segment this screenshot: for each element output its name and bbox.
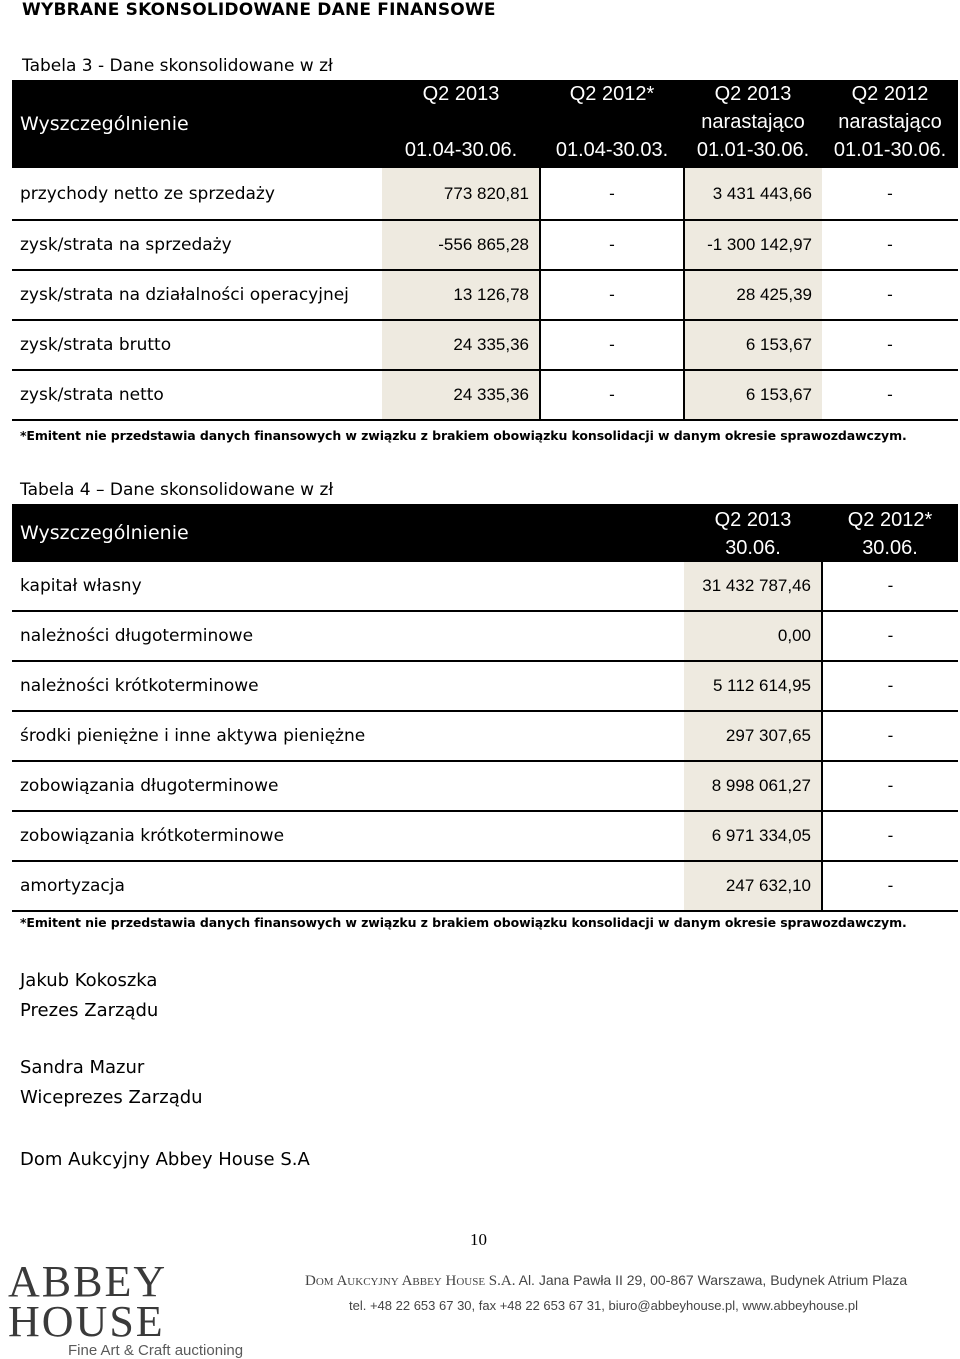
row-label: środki pieniężne i inne aktywa pieniężne bbox=[12, 711, 684, 761]
footer-address: Al. Jana Pawła II 29, 00-867 Warszawa, Budynek Atrium Plaza bbox=[518, 1272, 908, 1288]
row-value: 6 971 334,05 bbox=[684, 811, 822, 861]
table4 bbox=[12, 504, 958, 912]
table-row bbox=[12, 562, 958, 611]
table-row bbox=[12, 861, 958, 911]
row-value: - bbox=[540, 370, 684, 420]
row-value: 5 112 614,95 bbox=[684, 661, 822, 711]
company-name: Dom Aukcyjny Abbey House S.A bbox=[20, 1149, 310, 1170]
footer-company: Dom Aukcyjny Abbey House S.A. bbox=[305, 1273, 516, 1289]
row-label: zysk/strata na działalności operacyjnej bbox=[12, 270, 382, 320]
table-row bbox=[12, 611, 958, 661]
row-value: -1 300 142,97 bbox=[684, 220, 822, 270]
table3-col4-header: Q2 2012 narastająco 01.01-30.06. bbox=[833, 83, 947, 161]
table3-label-header: Wyszczególnienie bbox=[20, 113, 189, 135]
row-value: - bbox=[822, 611, 958, 661]
row-value: 247 632,10 bbox=[684, 861, 822, 911]
table-row bbox=[12, 761, 958, 811]
row-value: 773 820,81 bbox=[382, 168, 540, 220]
row-label: należności krótkoterminowe bbox=[12, 661, 684, 711]
table3-footnote: *Emitent nie przedstawia danych finansowych w związku z brakiem obowiązku konsolidacji w danym okresie sprawozdawczym. bbox=[20, 428, 907, 443]
table3 bbox=[12, 80, 958, 421]
footer-contact-line: tel. +48 22 653 67 30, fax +48 22 653 67 31, biuro@abbeyhouse.pl, www.abbeyhouse.pl bbox=[349, 1298, 859, 1313]
row-value: -556 865,28 bbox=[382, 220, 540, 270]
row-value: 6 153,67 bbox=[684, 370, 822, 420]
row-value: 6 153,67 bbox=[684, 320, 822, 370]
row-label: zysk/strata brutto bbox=[12, 320, 382, 370]
row-value: 28 425,39 bbox=[684, 270, 822, 320]
row-value: - bbox=[822, 811, 958, 861]
table3-header bbox=[12, 80, 958, 168]
footer-contact bbox=[305, 1272, 907, 1313]
row-value: - bbox=[540, 220, 684, 270]
row-label: należności długoterminowe bbox=[12, 611, 684, 661]
table4-caption: Tabela 4 – Dane skonsolidowane w zł bbox=[20, 480, 334, 500]
table-row bbox=[12, 320, 958, 370]
table-row bbox=[12, 711, 958, 761]
row-label: przychody netto ze sprzedaży bbox=[12, 168, 382, 220]
signatory1-name: Jakub Kokoszka bbox=[20, 970, 158, 991]
page-heading: WYBRANE SKONSOLIDOWANE DANE FINANSOWE bbox=[22, 0, 496, 20]
table3-caption: Tabela 3 - Dane skonsolidowane w zł bbox=[22, 56, 333, 76]
table4-col2-header: Q2 2012* 30.06. bbox=[847, 509, 933, 559]
row-value: 31 432 787,46 bbox=[684, 562, 822, 611]
row-value: - bbox=[822, 370, 958, 420]
signatory1-title: Prezes Zarządu bbox=[20, 1000, 159, 1021]
row-label: zobowiązania długoterminowe bbox=[12, 761, 684, 811]
row-label: zysk/strata na sprzedaży bbox=[12, 220, 382, 270]
row-label: zysk/strata netto bbox=[12, 370, 382, 420]
row-value: - bbox=[540, 320, 684, 370]
row-label: kapitał własny bbox=[12, 562, 684, 611]
row-value: - bbox=[822, 761, 958, 811]
page-number: 10 bbox=[470, 1230, 487, 1249]
row-value: 297 307,65 bbox=[684, 711, 822, 761]
table4-label-header: Wyszczególnienie bbox=[20, 522, 189, 544]
signatory2-title: Wiceprezes Zarządu bbox=[20, 1087, 203, 1108]
row-value: 3 431 443,66 bbox=[684, 168, 822, 220]
row-value: - bbox=[822, 320, 958, 370]
table3-col3-header: Q2 2013 narastająco 01.01-30.06. bbox=[696, 83, 810, 161]
table-row bbox=[12, 220, 958, 270]
row-label: zobowiązania krótkoterminowe bbox=[12, 811, 684, 861]
row-value: - bbox=[822, 168, 958, 220]
row-value: - bbox=[822, 861, 958, 911]
row-value: 0,00 bbox=[684, 611, 822, 661]
row-value: - bbox=[540, 168, 684, 220]
row-value: 13 126,78 bbox=[382, 270, 540, 320]
row-value: - bbox=[822, 220, 958, 270]
signatory2-name: Sandra Mazur bbox=[20, 1057, 145, 1078]
table-row bbox=[12, 168, 958, 220]
row-value: - bbox=[540, 270, 684, 320]
abbey-house-logo: ABBEY HOUSE Fine Art & Craft auctioning bbox=[8, 1257, 244, 1359]
table-row bbox=[12, 270, 958, 320]
table4-col1-header: Q2 2013 30.06. bbox=[714, 509, 792, 559]
table4-footnote: *Emitent nie przedstawia danych finansowych w związku z brakiem obowiązku konsolidacji w danym okresie sprawozdawczym. bbox=[20, 915, 907, 930]
row-value: - bbox=[822, 711, 958, 761]
table4-header bbox=[12, 504, 958, 562]
row-value: 8 998 061,27 bbox=[684, 761, 822, 811]
row-value: - bbox=[822, 661, 958, 711]
row-value: - bbox=[822, 270, 958, 320]
row-value: - bbox=[822, 562, 958, 611]
table3-col1-header: Q2 2013 01.04-30.06. bbox=[404, 83, 518, 161]
table-row bbox=[12, 661, 958, 711]
table3-col2-header: Q2 2012* 01.04-30.03. bbox=[555, 83, 669, 161]
row-value: 24 335,36 bbox=[382, 370, 540, 420]
row-label: amortyzacja bbox=[12, 861, 684, 911]
table-row bbox=[12, 370, 958, 420]
row-value: 24 335,36 bbox=[382, 320, 540, 370]
table-row bbox=[12, 811, 958, 861]
